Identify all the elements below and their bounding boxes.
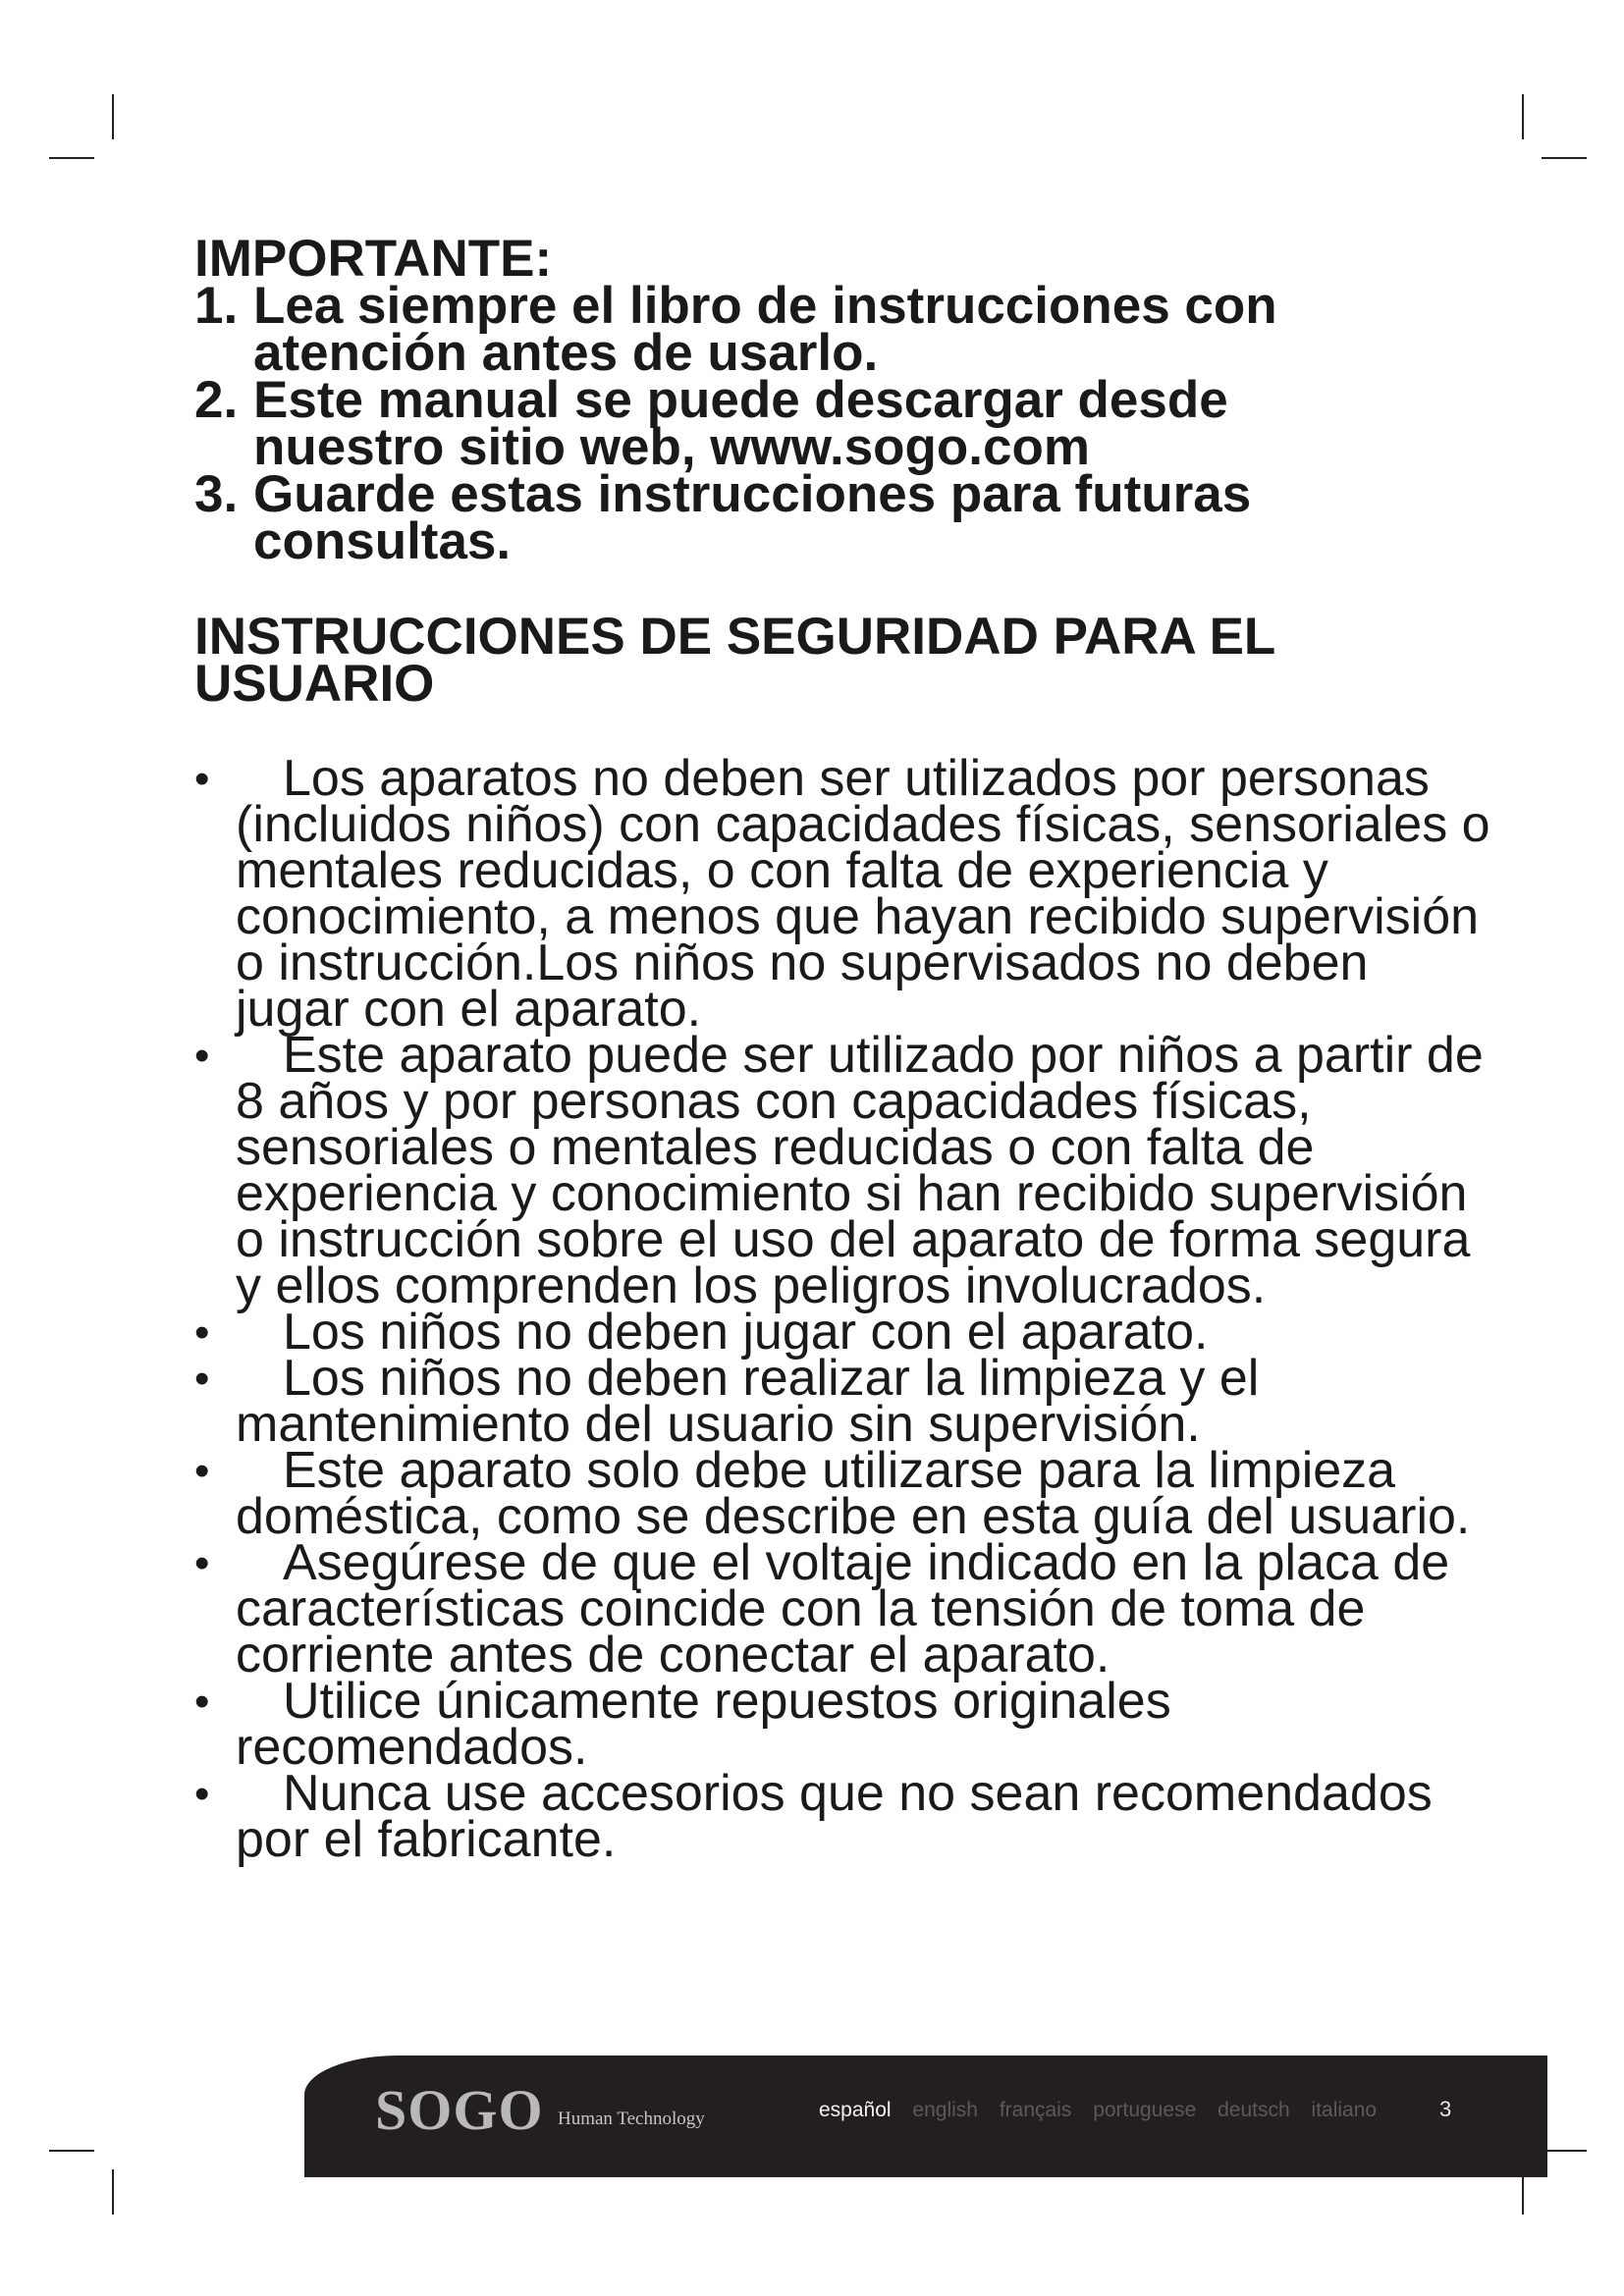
bullet-icon: • [194,1032,210,1080]
language-deutsch: deutsch [1218,2099,1290,2121]
item-text: Guarde estas instrucciones para futuras consultas. [253,465,1252,570]
language-portuguese: portuguese [1093,2099,1197,2121]
bullet-icon: • [194,1447,210,1495]
safety-item [194,1027,1490,1314]
language-espanol: español [819,2099,892,2121]
safety-item-text: Este aparato solo debe utilizarse para la limpieza doméstica, como se describe en esta guía del usuario. [236,1442,1471,1545]
bullet-icon: • [194,1770,210,1818]
safety-item [194,750,1490,1038]
important-item [194,277,1373,382]
safety-heading: INSTRUCCIONES DE SEGURIDAD PARA EL USUARIO [194,608,1275,713]
important-heading: IMPORTANTE: [194,230,553,288]
safety-item [194,1442,1490,1545]
item-number: 2. [194,371,239,429]
language-italiano: italiano [1311,2099,1378,2121]
safety-item-text: Los aparatos no deben ser utilizados por personas (incluidos niños) con capacidades físicas, sensoriales o mentales reducidas, o con falta de experiencia y conocimiento, a menos que hayan recibido supervisión o instrucción.Los niños no supervisados no deben jugar con el aparato. [236,750,1490,1038]
crop-mark [49,2150,94,2152]
crop-mark [1542,2150,1587,2152]
safety-item-text: Nunca use accesorios que no sean recomendados por el fabricante. [236,1765,1433,1868]
page-number: 3 [1439,2097,1452,2121]
important-item [194,465,1373,570]
bullet-icon: • [194,1355,210,1403]
safety-item [194,1534,1490,1683]
crop-mark [49,157,94,159]
bullet-icon: • [194,1678,210,1726]
safety-item [194,1350,1490,1453]
crop-mark [1522,94,1524,139]
safety-item-text: Utilice únicamente repuestos originales recomendados. [236,1673,1171,1776]
item-text: Este manual se puede descargar desde nuestro sitio web, www.sogo.com [253,371,1228,476]
important-section [194,230,1373,570]
safety-item-text: Asegúrese de que el voltaje indicado en la placa de características coincide con la tensión de toma de corriente antes de conectar el aparato. [236,1534,1450,1683]
bullet-icon: • [194,1308,210,1357]
language-bar [819,2099,1392,2122]
safety-item [194,1673,1490,1776]
language-english: english [912,2099,978,2121]
item-number: 3. [194,465,239,523]
important-item [194,371,1373,476]
bullet-icon: • [194,1539,210,1587]
brand-logo: SOGO [375,2078,544,2142]
item-text: Lea siempre el libro de instrucciones con atención antes de usarlo. [253,277,1277,382]
language-francais: français [999,2099,1072,2121]
crop-mark [112,2169,114,2215]
safety-item-text: Este aparato puede ser utilizado por niños a partir de 8 años y por personas con capacidades físicas, sensoriales o mentales reducidas o con falta de experiencia y conocimiento si han recibido supervisión o instrucción sobre el uso del aparato de forma segura y ellos comprenden los peligros involucrados. [236,1027,1484,1314]
safety-item-text: Los niños no deben jugar con el aparato. [283,1304,1209,1361]
page-footer [304,2056,1547,2177]
safety-item [194,1304,1490,1361]
item-number: 1. [194,277,239,335]
crop-mark [1542,157,1587,159]
brand-tagline: Human Technology [558,2109,705,2129]
safety-item [194,1765,1490,1868]
important-list [194,277,1373,570]
crop-mark [112,94,114,139]
bullet-icon: • [194,755,210,803]
safety-item-text: Los niños no deben realizar la limpieza y el mantenimiento del usuario sin supervisión. [236,1350,1260,1453]
safety-list [194,750,1490,1868]
